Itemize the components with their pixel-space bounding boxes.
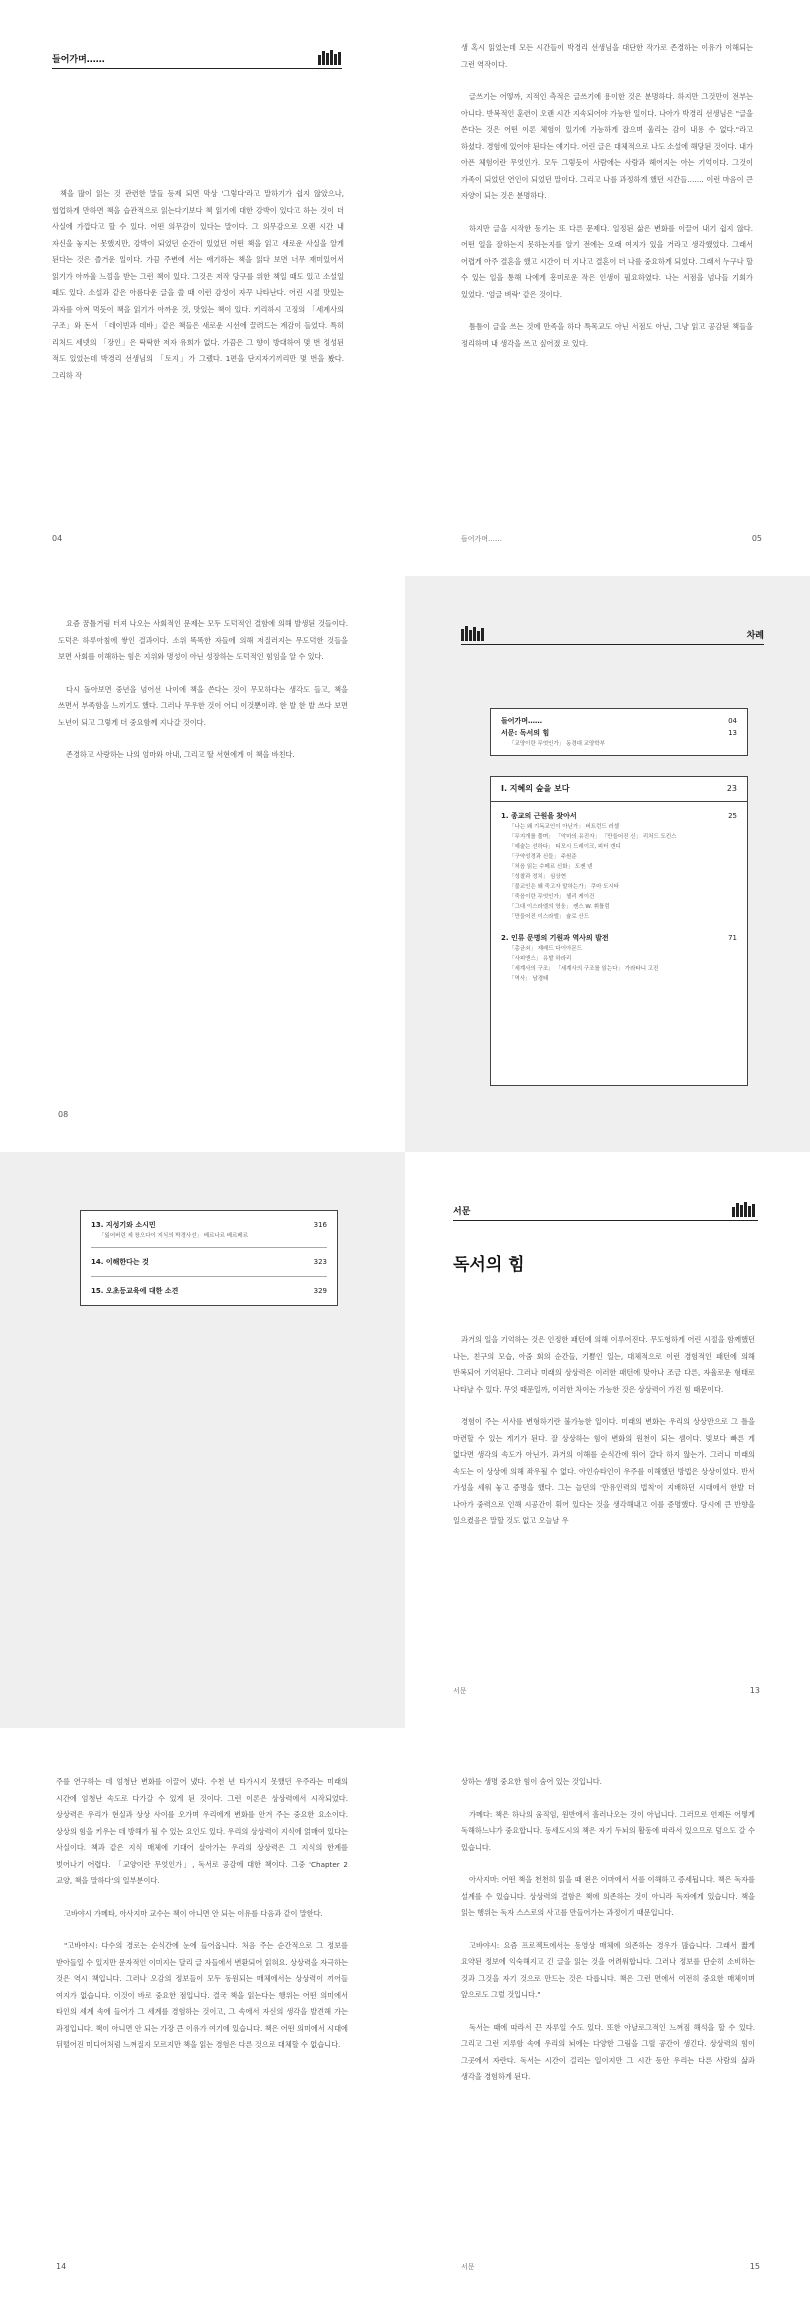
spread-1	[0, 0, 810, 576]
paragraph: 독서는 때에 따라서 끈 자루일 수도 있다. 또한 아날로그적인 느껴짐 해석을 할 수 있다. 그리고 그런 지루함 속에 우리의 뇌에는 다양한 그림을 그릴 공간이 생긴다. 상상력의 힘이 그곳에서 자란다. 독서는 시간이 걸리는 일이지만 그 시간 동안 우리는 다른 사람의 삶과 생각을 경험하게 된다.	[461, 2022, 755, 2081]
paragraph: 생 혹시 읽었는데 모든 시간들이 박경리 선생님을 대단한 작가로 존경하는 이유가 이해되는 그런 역작이다.	[461, 43, 753, 69]
paragraph: 책을 많이 읽는 것 관련한 말들 등제 되면 막상 '그렇다'라고 말하기가 쉽지 않았으나, 협업하게 만하면 책을 습관적으로 읽는다기보다 책 읽기에 대한 강박이 있다고 하는 것이 더 사실에 가깝다고 할 수 있다. 어떤 의무감이 있다는 말이다. 그 의무감으로 오랜 시간 내 자신을 놓지는 못했지만, 강박이 되었던 순간이 있었던 어떤 책을 읽고 새로운 사실을 알게 된다는 것은 즐거운 일이다. 가끔 주변에 서는 애기하는 책을 읽다 보면 너무 재미있어서 읽기가 아까울 느낌을 받는 그런 책이 있다. 그것은 저작 당구를 위한 책일 때도 있고 소설일 때도 있다. 소설과 같은 아름다운 글을 쓸 때 이런 감성이 자꾸 나타난다. 어린 시절 맛있는 과자를 아껴 먹듯이 책을 읽기가 아까운 것, 맛있는 책이 있다. 키리하시 고징의 「세계사의 구조」와 돈서 「데이빈과 데바」같은 책들은 새로운 시선에 끌려드는 계감이 들었다. 특히 리처드 세넷의 「장인」은 딱딱한 저자 유희가 없다. 가끔은 그 향이 방대하여 몇 번 정성된 적도 있었는데 박경리 선생님의 「토지」가 그랬다. 1편을 단지자기끼리만 몇 번을 봤다. 그리하 작	[52, 189, 344, 380]
toc-sub-entry: 「교양이란 무엇인가」 동경대 교양학부	[509, 741, 605, 747]
quote-paragraph: 가메다: 책은 하나의 움직임, 원반에서 흘러나오는 것이 아닙니다. 그러므로 언제든 어떻게 독해하느냐가 중요합니다. 동세도시의 책은 자기 두뇌의 활동에 따라서 있으므로 덤으도 갈 수 있습니다.	[461, 1809, 755, 1852]
toc-book: 「예술는 선하다」 티모시 드레이크, 피터 갠디	[509, 844, 621, 850]
toc-book: 「나는 왜 기독교인이 아닌가」 버트런드 러셀	[509, 824, 620, 830]
paragraph: 하지만 글을 시작한 동기는 또 다른 문제다. 일정된 삶은 변화를 이끌어 내기 쉽지 않다. 어떤 일을 잘하는지 못하는지를 알기 전에는 오래 여지가 있을 거라고 생각했었다. 그래서 어렵게 아주 결혼을 했고 시간이 더 지나고 결혼이 더 나를 중요하게 되었다. 그래서 누구나 할 수 있는 일을 통해 나에게 흥미로운 작은 인생이 필요하였다. 나는 서점을 넘나들 기회가 있었다. '엄글 벼락' 같은 것이다.	[461, 223, 753, 299]
body-text	[52, 186, 344, 400]
page-15	[405, 1728, 810, 2304]
toc-chapter[interactable]: 13. 지성기와 소시민 316	[91, 1221, 327, 1229]
page-number: 08	[58, 1110, 69, 1119]
toc-entry[interactable]: 들어가며…… 04	[501, 717, 737, 725]
toc-chapter[interactable]: 14. 이해한다는 것 323	[91, 1248, 327, 1277]
quote-paragraph: "고바야시: 다수의 경로는 순식간에 눈에 들어옵니다. 처음 주는 순간적으로 그 정보를 받아들일 수 있지만 문자적인 이미지는 달리 글 자들에서 변환되어 읽혀요. 상상력을 자극하는 것은 역시 책입니다. 그러나 오감의 정보들이 모두 동원되는 매체에서는 상상력이 끼어들 여지가 없습니다. 이것이 바로 중요한 점입니다. 결국 책을 읽는다는 행위는 어떤 의미에서 타인의 세계 속에 들어가 그 세계를 경험하는 것이고, 그 속에서 자신의 생각을 발견해 가는 과정입니다. 책이 아니면 안 되는 가장 큰 이유가 여기에 있습니다. 책은 어떤 의미에서 시대에 뒤떨어진 미디어처럼 느껴질지 모르지만 책을 읽는 경험은 다른 것으로 대체할 수 없습니다.	[56, 1941, 348, 2049]
running-head: 차례	[746, 631, 764, 641]
toc-book: 「불교인은 왜 죽고자 말하는가」 쿠마 도시타	[509, 884, 620, 890]
toc-book: 「구약성경과 신들」 주원준	[509, 854, 577, 860]
page-13	[405, 1152, 810, 1728]
spread-2	[0, 576, 810, 1152]
body-text	[461, 1774, 755, 2102]
toc-book: 「역사」 남경태	[509, 976, 549, 982]
body-text	[58, 616, 348, 780]
toc-book: 「성찰과 정치」 심상현	[509, 874, 567, 880]
page-number: 05	[751, 534, 762, 543]
toc-book: 「그대 이스라엘의 영웅」 켄스 W. 휘틀럼	[509, 904, 610, 910]
body-text	[453, 1332, 755, 1546]
books-icon	[318, 50, 341, 65]
toc-part[interactable]: Ⅰ. 지혜의 숲을 보다 23	[491, 777, 747, 802]
folio-section: 들어가며……	[461, 535, 503, 543]
paragraph: 틈틈이 글을 쓰는 것에 만족을 하다 특목교도 아닌 서점도 아닌, 그냥 읽고 공감된 책들을 정리하며 내 생각을 쓰고 싶어졌 로 있다.	[461, 322, 753, 348]
paragraph: 요즘 꿈틀거림 터져 나오는 사회적인 문제는 모두 도덕적인 결함에 의해 발생된 것들이다. 도덕은 하루아침에 쌓인 결과이다. 소위 똑똑한 자들에 의해 저질러지는 무도덕한 것들을 보면 사회를 이해하는 힘은 지위와 명성이 아닌 성장하는 도덕적인 힘임을 알 수 있다.	[58, 619, 348, 661]
folio-section: 서문	[461, 2263, 475, 2271]
toc-book: 「만들어진 이스라엘」 슐로 산드	[509, 914, 590, 920]
paragraph: 과거의 일을 기억하는 것은 인정한 패턴에 의해 이루어진다. 무도헝하게 어린 시절을 함께했던 나는, 친구의 모습, 아줌 회의 순간들, 기쁨인 일는, 대체적으로 이런 경험적인 패턴에 의해 반복되어 기억된다. 그러나 미래의 상상력은 이러한 패턴에 맞아나 조금 다른, 자율로운 형태로 나타날 수 있다. 무엇 때문일까, 이러한 차이는 가능한 것은 상상력이 가진 힘 때문이다.	[453, 1335, 755, 1394]
toc-book: 「처음 읽는 수메르 신화」 도젠 넨	[509, 864, 593, 870]
paragraph: 고바야시 가메타, 아사지마 교수는 책이 아니면 안 되는 이유를 다음과 같이 말한다.	[64, 1908, 323, 1918]
paragraph: 글쓰기는 어떻까, 지적인 측적은 글쓰기에 용이한 것은 분명하다. 하지만 그것만이 전부는 아니다. 반복적인 훈련이 오랜 시간 지속되어야 가능한 일이다. 나아가 박경리 선생님은 "글을 쓴다는 것은 어떤 이론 체험이 있기에 가능하게 잡으며 울리는 감이 내용 수 없다."라고 하셨다. 경험에 있어야 된다는 얘기다. 어린 글은 대체적으로 나도 소설에 해당된 것이다. 내가 아픈 체험이란 무엇인가. 모두 그렇듯이 사람에는 사람과 헤어지는 아는 기억이다. 그것이 가족이 되었던 연인이 되었던 말이다. 그리고 나를 과정하게 했던 시간들……. 이런 마음이 큰 자양이 되는 것은 분명하다.	[461, 92, 753, 200]
page-14	[0, 1728, 405, 2304]
header-rule	[52, 68, 342, 69]
quote-paragraph: 상하는 생명 중요한 힘이 숨어 있는 것입니다.	[461, 1777, 602, 1786]
toc-entry[interactable]: 서문: 독서의 힘 13	[501, 729, 737, 737]
toc-front-box	[490, 708, 748, 756]
quote-paragraph: 아사지마: 어떤 책을 천천히 읽을 때 왼은 이마에서 서를 이해하고 증세됩니다. 책은 독자를 설계를 수 있습니다. 상상력의 결함은 책에 의존하는 것이 아니라 독자에게 있습니다. 책을 읽는 행위는 독자 스스로의 사고를 만들어가는 과정이기 때문입니다.	[461, 1875, 755, 1917]
body-text	[461, 40, 753, 368]
page-04	[0, 0, 405, 576]
toc-part-box	[490, 776, 748, 1086]
books-icon	[732, 1202, 755, 1217]
chapter-title: 독서의 힘	[453, 1255, 525, 1275]
page-number: 14	[56, 2262, 67, 2271]
header-rule	[453, 1220, 758, 1221]
toc-chapter[interactable]: 2. 인류 문명의 기원과 역사의 발전 71	[501, 934, 737, 942]
header-rule	[461, 644, 764, 645]
running-head: 서문	[453, 1207, 471, 1217]
spread-4	[0, 1728, 810, 2304]
body-text	[56, 1774, 348, 2070]
quote-paragraph: 고바야시: 요즘 프로젝트에서는 동영상 매체에 의존하는 경우가 많습니다. 그래서 짧게 요약된 정보에 익숙해지고 긴 글을 읽는 것을 어려워합니다. 그러나 정보를 단순히 소비하는 것과 그것을 자기 것으로 만드는 것은 다릅니다. 책은 그런 면에서 여전히 중요한 매체이며 앞으로도 그럴 것입니다."	[461, 1940, 755, 1999]
page-number: 04	[52, 534, 63, 543]
page-number: 15	[749, 2262, 760, 2271]
toc-book: 「세계사의 구조」 「세계사의 구조를 읽는다」 가라타니 고진	[509, 966, 659, 972]
paragraph: 주를 연구하는 데 엄청난 변화를 이끌어 냈다. 수천 년 타가시지 못했던 우주라는 미래의 시간에 엄청난 속도로 다가갈 수 있게 된 것이다. 그런 이론은 상상력에서 시작되었다. 상상력은 우리가 현실과 상상 사이를 오가며 우리에게 변화를 안겨 주는 중요한 요소이다. 상상의 힘을 키우는 데 방해가 될 수 있는 요인도 있다. 우리의 상상력이 지식에 얽매여 있다는 사실이다. 책과 같은 지식 매체에 기대어 살아가는 우리의 상상력은 그 지식의 한계를 벗어나기 어렵다. 「교양이란 무엇인가」, 독서로 공감에 대한 책이다. 그중 'Chapter 2 교양, 책을 말하다'의 일부분이다.	[56, 1777, 348, 1885]
page-toc-continued	[0, 1152, 405, 1728]
page-05	[405, 0, 810, 576]
toc-chapters	[491, 802, 747, 992]
toc-continued-box	[80, 1210, 338, 1306]
toc-book: 「사피엔스」 유발 하라리	[509, 956, 572, 962]
toc-chapter[interactable]: 1. 종교의 근원을 찾아서 25	[501, 812, 737, 820]
folio-section: 서문	[453, 1687, 467, 1695]
running-head: 들어가며……	[52, 55, 105, 65]
folio-label	[461, 534, 512, 544]
toc-book: 「무지개를 풀며」 「악마의 유진자」 「만들어진 신」 리처드 도킨스	[509, 834, 677, 840]
folio-label	[453, 1686, 477, 1696]
folio-label	[461, 2262, 485, 2272]
spread-3	[0, 1152, 810, 1728]
toc-book: 「총균쇠」 재레드 다이아몬드	[509, 946, 582, 952]
paragraph: 경험이 주는 서사를 변형하기란 불가능한 일이다. 미래의 변화는 우리의 상상만으로 그 틀을 마련할 수 있는 게기가 된다. 잘 상상하는 힘이 변화의 원천이 되는 셈이다. 빛보다 빠른 게 없다면 생각의 속도가 아닌가. 과거의 이해를 순식간에 뛰어 갈다 하지 않는가. 그러니 미래의 속도는 이 상상에 의해 좌우될 수 없다. 아인슈타인이 우주를 이해했던 방법은 상상이었다. 반서 가성을 세워 놓고 증명을 했다. 그는 늘던의 '만유인력의 법칙'이 지배하던 시대에서 한발 더 나아가 중력으로 인해 시공간이 휘어 있다는 것을 생각해내고 이를 증명했다. 당시에 큰 반향을 일으켰음은 말할 것도 없고 오늘날 우	[453, 1417, 755, 1525]
toc-chapter[interactable]: 15. 오초등교육에 대한 소견 329	[91, 1287, 327, 1295]
books-icon	[461, 626, 484, 641]
paragraph: 존경하고 사랑하는 나의 엄마와 아내, 그리고 딸 서현에게 이 책을 바친다.	[66, 750, 295, 759]
toc-book: 「죽음이란 무엇인가」 셸리 케이건	[509, 894, 595, 900]
paragraph: 다시 돌아보면 중년을 넘어선 나이에 책을 쓴다는 것이 무모하다는 생각도 들고, 책을 쓰면서 부족함을 느끼기도 했다. 그러나 무우한 것이 어디 이것뿐이랴. 한 발 한 발 쓰다 보면 노년이 되고 그렇게 더 중요함께 지나갈 것이다.	[58, 684, 348, 727]
page-number: 13	[749, 1686, 760, 1695]
page-toc	[405, 576, 810, 1152]
toc-book: 「잃어버린 세 창으다이 지식의 박경사선」 베르나르 베르베르	[91, 1231, 327, 1248]
page-08	[0, 576, 405, 1152]
